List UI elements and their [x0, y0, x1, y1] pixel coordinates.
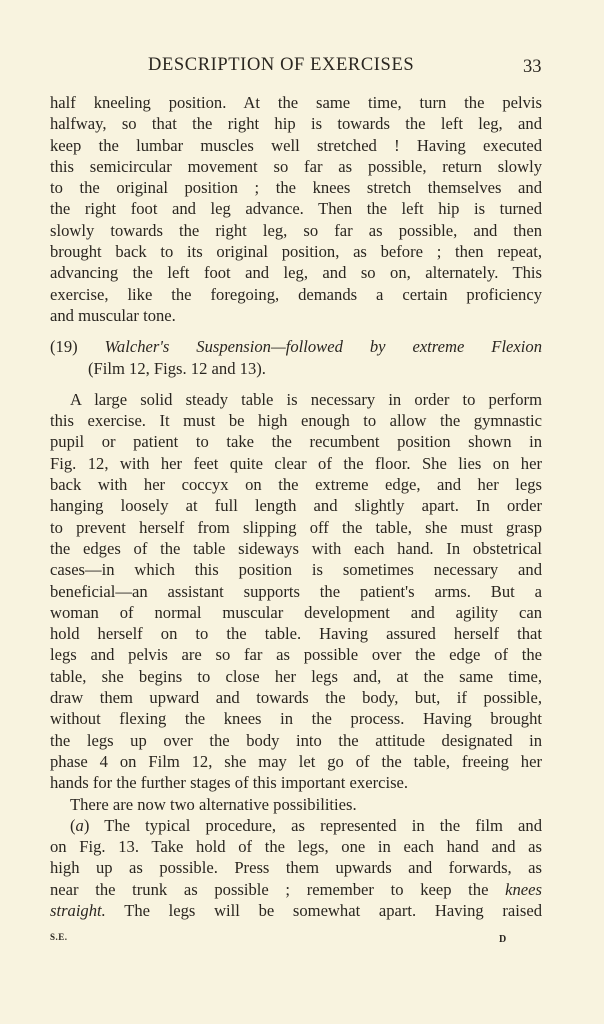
text-line: to prevent herself from slipping off the table, she must grasp [50, 517, 542, 537]
text-line: slowly towards the right leg, so far as possible, and then [50, 220, 542, 240]
text-line: without flexing the knees in the process. Having brought [50, 709, 542, 729]
text-line: phase 4 on Film 12, she may let go of the table, freeing her [50, 751, 542, 771]
text-line: table, she begins to close her legs and, at the same time, [50, 666, 542, 686]
text-line: this exercise. It must be high enough to allow the gymnastic [50, 411, 542, 431]
list-label: a [75, 815, 84, 835]
paragraph-3: There are now two alternative possibilities. [70, 794, 357, 814]
section-heading [50, 336, 542, 379]
paragraph-2 [50, 389, 542, 794]
emphasis-straight: straight. [50, 900, 106, 920]
section-heading-line [50, 336, 542, 357]
section-title: Walcher's Suspension—followed by extreme Flexion [104, 337, 542, 357]
signature-mark: S.E. [50, 932, 68, 942]
emphasis-knees: knees [505, 879, 542, 899]
text-line: the edges of the table sideways with each hand. In obstetrical [50, 538, 542, 558]
text-line: pupil or patient to take the recumbent position shown in [50, 432, 542, 452]
text-line: half kneeling position. At the same time, turn the pelvis [50, 93, 542, 112]
page-number: 33 [523, 57, 542, 77]
section-subtitle: (Film 12, Figs. 12 and 13). [88, 358, 266, 378]
text-line: hands for the further stages of this important exercise. [50, 773, 409, 793]
text-line: halfway, so that the right hip is towards the left leg, and [50, 114, 542, 134]
section-number: (19) [50, 337, 78, 357]
text-line: exercise, like the foregoing, demands a certain proficiency [50, 284, 542, 304]
text-line: beneficial—an assistant supports the patient's arms. But a [50, 581, 542, 601]
text-line: advancing the left foot and leg, and so on, alternately. This [50, 263, 542, 283]
body-text [50, 92, 542, 921]
text-line: the legs up over the body into the attitude designated in [50, 730, 542, 750]
running-head [0, 55, 604, 81]
text-line: this semicircular movement so far as possible, return slowly [50, 156, 542, 176]
text-line: (a) The typical procedure, as represented in the film and [70, 815, 542, 835]
text-line: woman of normal muscular development and agility can [50, 602, 542, 622]
text-line: back with her coccyx on the extreme edge, and her legs [50, 475, 542, 495]
text-line: legs and pelvis are so far as possible over the edge of the [50, 645, 542, 665]
paragraph-1 [50, 92, 542, 326]
text-line: A large solid steady table is necessary in order to perform [70, 389, 542, 409]
text-line: hold herself on to the table. Having assured herself that [50, 624, 542, 644]
text-line: keep the lumbar muscles well stretched ! Having executed [50, 135, 542, 155]
text-line: draw them upward and towards the body, but, if possible, [50, 688, 542, 708]
text-line: to the original position ; the knees stretch themselves and [50, 178, 542, 198]
text-line: high up as possible. Press them upwards and forwards, as [50, 858, 542, 878]
text-line: hanging loosely at full length and slightly apart. In order [50, 496, 542, 516]
text-line: cases—in which this position is sometimes necessary and [50, 560, 542, 580]
text-line: brought back to its original position, as before ; then repeat, [50, 242, 542, 262]
paragraph-4 [50, 815, 542, 921]
text-line: near the trunk as possible ; remember to keep the knees [50, 879, 542, 899]
text-line: straight. The legs will be somewhat apart. Having raised [50, 900, 543, 920]
signature-letter: D [499, 934, 507, 945]
running-title: DESCRIPTION OF EXERCISES [148, 55, 415, 75]
page-footer [0, 932, 604, 948]
text-line: Fig. 12, with her feet quite clear of the floor. She lies on her [50, 453, 542, 473]
text-line: the right foot and leg advance. Then the left hip is turned [50, 199, 542, 219]
text-line: and muscular tone. [50, 305, 176, 325]
text-line: on Fig. 13. Take hold of the legs, one in each hand and as [50, 837, 542, 857]
